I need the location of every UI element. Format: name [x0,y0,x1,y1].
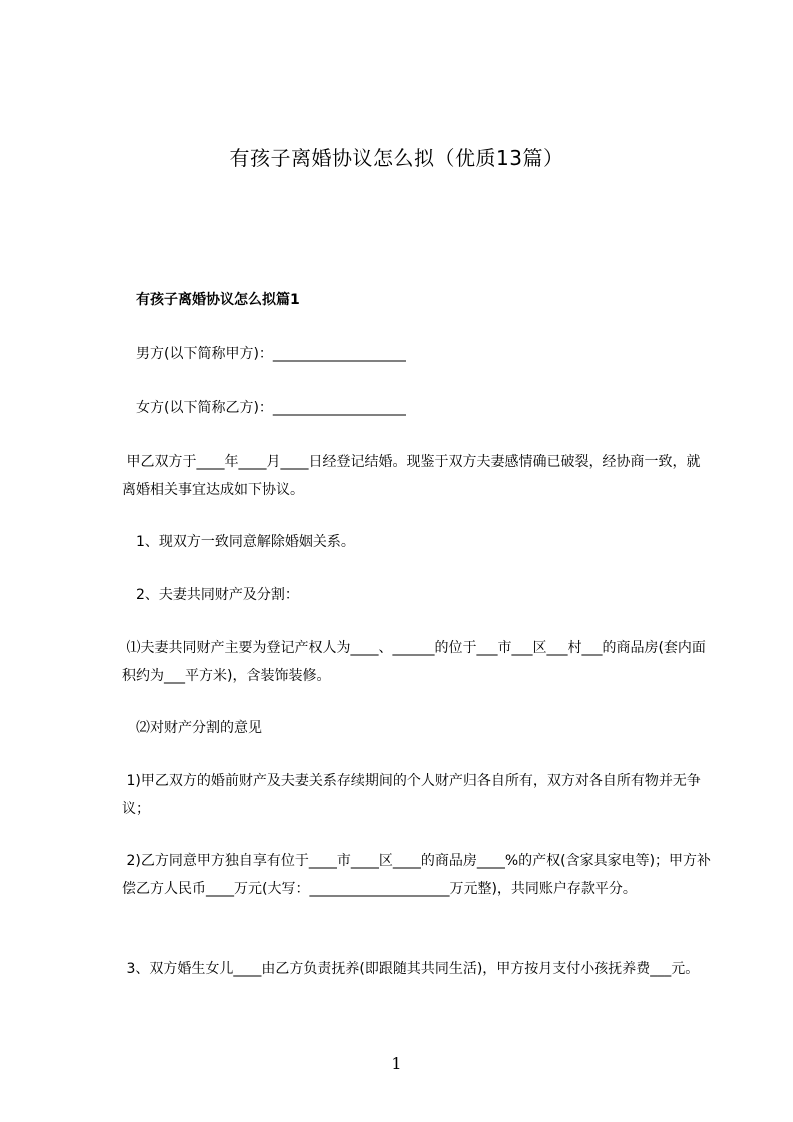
section-heading: 有孩子离婚协议怎么拟篇1 [136,292,300,308]
paragraph-clause-2: 2、夫妻共同财产及分割： [136,587,299,603]
page-number: 1 [391,1054,402,1073]
paragraph-clause-2-2-2: 2)乙方同意甲方独自享有位于____市____区____的商品房____%的产权(含家具家电等)；甲方补偿乙方人民币____万元(大写：____________________万元整)，共同账户存款平分。 [122,853,712,897]
paragraph-male-party: 男方(以下简称甲方)：___________________ [136,346,406,362]
paragraph-clause-1: 1、现双方一致同意解除婚姻关系。 [136,534,355,550]
document-title: 有孩子离婚协议怎么拟（优质13篇） [229,146,564,170]
paragraph-clause-3: 3、双方婚生女儿____由乙方负责抚养(即跟随其共同生活)，甲方按月支付小孩抚养费___元。 [122,961,700,977]
paragraph-female-party: 女方(以下简称乙方)：___________________ [136,400,406,416]
paragraph-clause-2-1: ⑴夫妻共同财产主要为登记产权人为____、______的位于___市___区___村___的商品房(套内面积约为___平方米)，含装饰装修。 [122,640,706,684]
paragraph-marriage-intro: 甲乙双方于____年____月____日经登记结婚。现鉴于双方夫妻感情确已破裂，经协商一致，就离婚相关事宜达成如下协议。 [122,454,701,498]
paragraph-clause-2-2-1: 1)甲乙双方的婚前财产及夫妻关系存续期间的个人财产归各自所有，双方对各自所有物并无争议； [122,773,701,817]
paragraph-clause-2-2: ⑵对财产分割的意见 [136,720,262,736]
